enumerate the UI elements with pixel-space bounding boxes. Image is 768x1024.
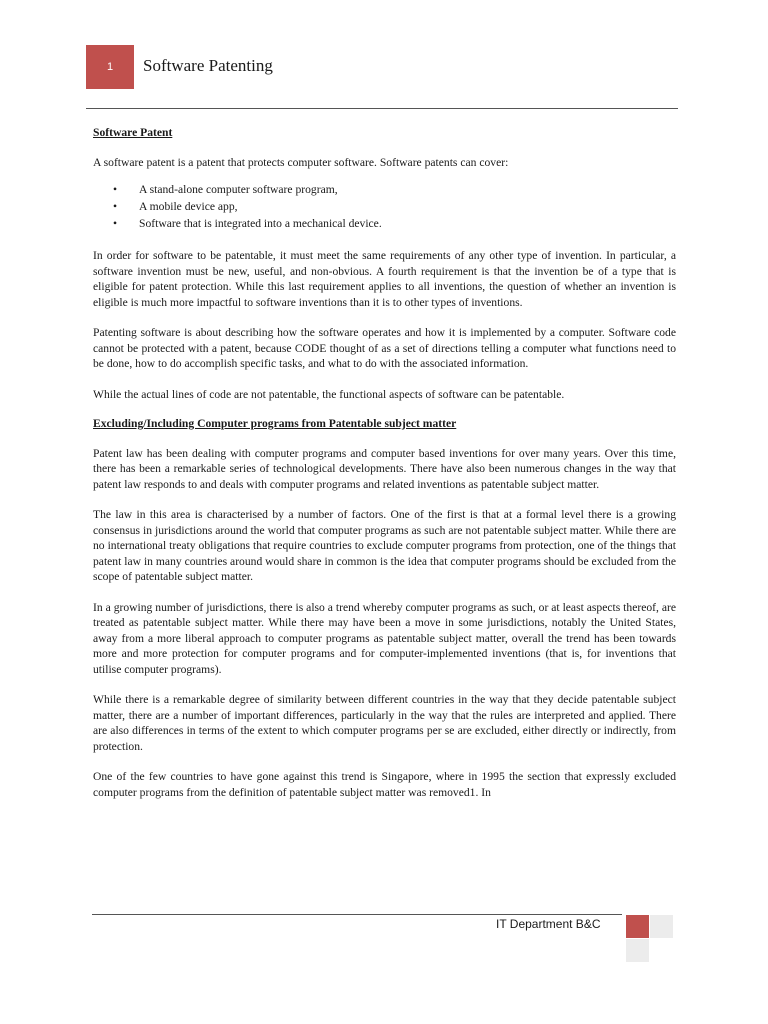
paragraph: While there is a remarkable degree of similarity between different countries in the way that they decide patentable subject matter, there are a number of important differences, particularly in the way that the rules are interpreted and applied. There are also differences in terms of the extent to which computer programs per se are excluded, either directly or indirectly, from protection. [93, 693, 676, 753]
paragraph: While the actual lines of code are not patentable, the functional aspects of software can be patentable. [93, 387, 565, 401]
list-item-text: A stand-alone computer software program, [139, 183, 338, 196]
footer-gray-square [626, 939, 649, 962]
document-body [93, 125, 676, 800]
intro-paragraph: A software patent is a patent that protects computer software. Software patents can cover: [93, 155, 509, 169]
bullet-icon: • [113, 183, 118, 196]
list-item [93, 215, 676, 232]
paragraph: In a growing number of jurisdictions, there is also a trend whereby computer programs as such, or at least aspects thereof, are treated as patentable subject matter. While there may have been a move in some jurisdictions, notably the United States, away from a more liberal approach to computer programs as patentable subject matter, overall the trend has been towards more and more protection for computer programs and for computer-implemented inventions (that is, for inventions that utilise computer programs). [93, 600, 676, 676]
paragraph: In order for software to be patentable, it must meet the same requirements of any other type of invention. In particular, a software invention must be new, useful, and non-obvious. A fourth requirement is that the invention be of a type that is eligible for patent protection. While this last requirement applies to all inventions, the question of whether an invention is eligible is much more impactful to software inventions than it is to other types of inventions. [93, 249, 676, 309]
list-item [93, 181, 676, 198]
footer-accent-square [626, 915, 649, 938]
list-item-text: Software that is integrated into a mechanical device. [139, 217, 382, 230]
header-divider [86, 108, 678, 109]
bullet-icon: • [113, 200, 118, 213]
footer-department: IT Department B&C [496, 917, 601, 931]
paragraph: The law in this area is characterised by a number of factors. One of the first is that at a formal level there is a growing consensus in jurisdictions around the world that computer programs as such are not patentable subject matter. While there are no international treaty obligations that require countries to exclude computer programs from protection, one of the things that patent law in many countries around would share in common is the idea that computer programs should be excluded from the scope of patentable subject matter. [93, 508, 676, 583]
footer-divider [92, 914, 622, 915]
page-number-box [86, 45, 134, 89]
list-item [93, 198, 676, 215]
bullet-icon: • [113, 217, 118, 230]
section-heading-software-patent: Software Patent [93, 126, 173, 139]
paragraph: Patent law has been dealing with computer programs and computer based inventions for over many years. Over this time, there has been a remarkable series of technological developments. There have also been numerous changes in the way that patent law responds to and deals with computer programs and related inventions as patentable subject matter. [93, 446, 676, 491]
page-number: 1 [106, 61, 114, 73]
paragraph: Patenting software is about describing how the software operates and how it is implemented by a computer. Software code cannot be protected with a patent, because CODE thought of as a set of directions telling a computer what functions need to be done, how to do accomplish specific tasks, and what to do with the associated information. [93, 326, 676, 370]
list-item-text: A mobile device app, [139, 200, 238, 213]
footer-gray-square [650, 915, 673, 938]
paragraph: One of the few countries to have gone against this trend is Singapore, where in 1995 the section that expressly excluded computer programs from the definition of patentable subject matter was removed1. In [93, 770, 676, 799]
bullet-list [93, 181, 676, 232]
section-heading-excluding-including: Excluding/Including Computer programs from Patentable subject matter [93, 417, 457, 430]
header-title: Software Patenting [143, 56, 273, 75]
